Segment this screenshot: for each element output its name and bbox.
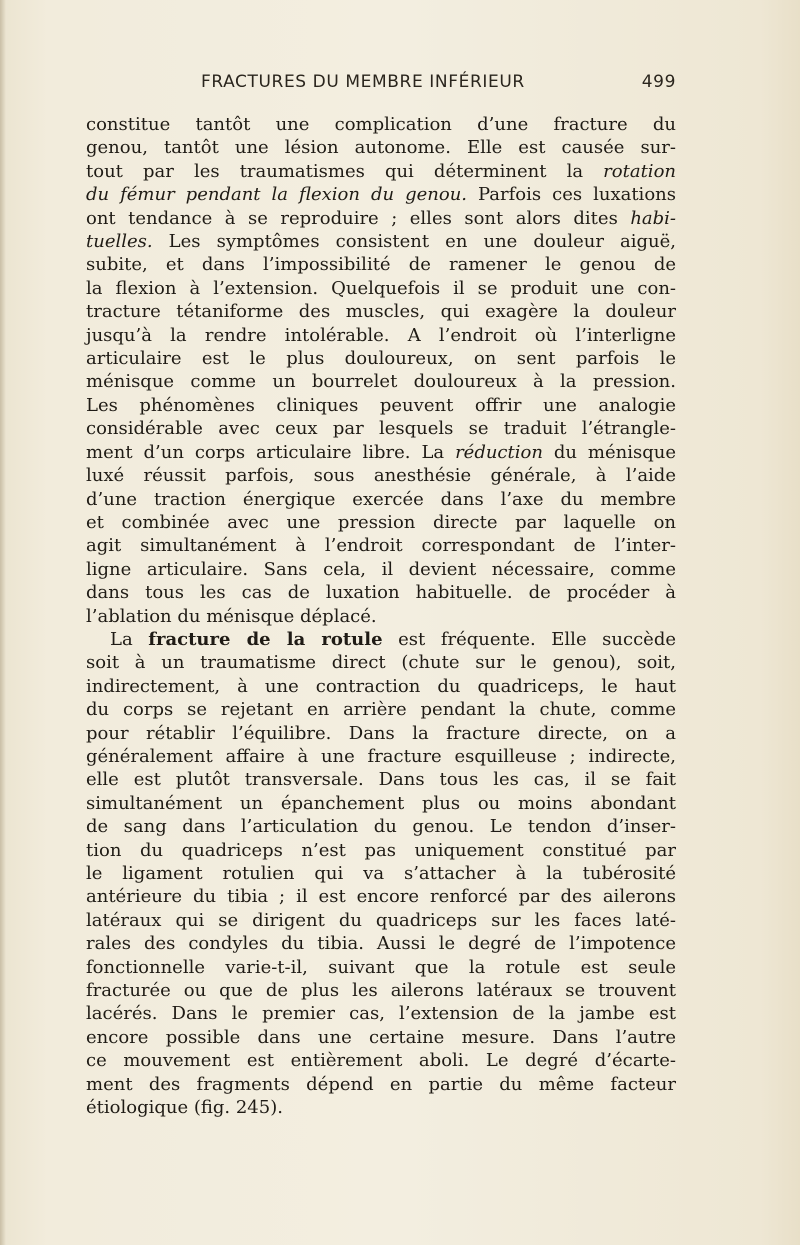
text-segment: ligne articulaire. Sans cela, il devient nécessaire, comme xyxy=(86,558,676,580)
text-line xyxy=(86,324,676,347)
text-line xyxy=(86,768,676,791)
text-line xyxy=(86,605,676,628)
text-segment: fracturée ou que de plus les ailerons latéraux se trouvent xyxy=(86,980,676,1002)
text-segment: rales des condyles du tibia. Aussi le degré de l’impotence xyxy=(86,933,676,955)
page-header xyxy=(86,72,676,92)
italic-text: habi- xyxy=(630,207,676,229)
text-line xyxy=(86,230,676,253)
text-segment: l’ablation du ménisque déplacé. xyxy=(86,605,377,627)
text-line xyxy=(86,628,676,651)
text-line xyxy=(86,534,676,557)
text-line xyxy=(86,300,676,323)
text-segment: étiologique (fig. 245). xyxy=(86,1097,283,1119)
text-line xyxy=(86,932,676,955)
text-segment: constitue tantôt une complication d’une fracture du xyxy=(86,114,676,135)
text-segment: simultanément un épanchement plus ou moins abondant xyxy=(86,792,676,814)
text-line xyxy=(86,1096,676,1119)
text-line xyxy=(86,909,676,932)
text-line xyxy=(86,113,676,136)
text-segment: latéraux qui se dirigent du quadriceps sur les faces laté- xyxy=(86,909,676,931)
text-segment: tracture tétaniforme des muscles, qui exagère la douleur xyxy=(86,301,676,323)
text-line xyxy=(86,979,676,1002)
text-line xyxy=(86,651,676,674)
text-line xyxy=(86,347,676,370)
body-text xyxy=(86,113,676,1119)
text-segment: ce mouvement est entièrement aboli. Le degré d’écarte- xyxy=(86,1050,676,1072)
text-segment: et combinée avec une pression directe par laquelle on xyxy=(86,511,676,533)
text-segment: Les phénomènes cliniques peuvent offrir une analogie xyxy=(86,394,676,416)
page-spine-shadow xyxy=(0,0,6,1245)
text-line xyxy=(86,464,676,487)
text-line xyxy=(86,698,676,721)
text-line xyxy=(86,394,676,417)
text-line xyxy=(86,1049,676,1072)
text-segment: du ménisque xyxy=(542,441,676,463)
text-line xyxy=(86,136,676,159)
text-segment: Parfois ces luxations xyxy=(467,184,676,206)
text-line xyxy=(86,1026,676,1049)
text-segment: indirectement, à une contraction du quadriceps, le haut xyxy=(86,675,676,697)
text-segment: généralement affaire à une fracture esquilleuse ; indirecte, xyxy=(86,745,676,767)
text-line xyxy=(86,370,676,393)
text-line xyxy=(86,511,676,534)
text-segment: du corps se rejetant en arrière pendant la chute, comme xyxy=(86,699,676,721)
text-line xyxy=(86,1073,676,1096)
text-segment: la flexion à l’extension. Quelquefois il se produit une con- xyxy=(86,277,676,299)
text-segment: ment d’un corps articulaire libre. La xyxy=(86,441,456,463)
text-line xyxy=(86,745,676,768)
text-segment: ménisque comme un bourrelet douloureux à la pression. xyxy=(86,371,676,393)
text-segment: tout par les traumatismes qui déterminent la xyxy=(86,160,604,182)
text-line xyxy=(86,253,676,276)
text-segment: de sang dans l’articulation du genou. Le tendon d’inser- xyxy=(86,816,676,838)
text-segment: antérieure du tibia ; il est encore renforcé par des ailerons xyxy=(86,886,676,908)
text-line xyxy=(86,558,676,581)
text-segment: encore possible dans une certaine mesure. Dans l’autre xyxy=(86,1026,676,1048)
text-segment: fonctionnelle varie-t-il, suivant que la rotule est seule xyxy=(86,956,676,978)
text-segment: jusqu’à la rendre intolérable. A l’endroit où l’interligne xyxy=(86,324,676,346)
text-segment: tion du quadriceps n’est pas uniquement constitué par xyxy=(86,839,676,861)
text-line xyxy=(86,839,676,862)
text-line xyxy=(86,207,676,230)
text-segment: considérable avec ceux par lesquels se traduit l’étrangle- xyxy=(86,418,676,440)
text-segment: Les symptômes consistent en une douleur aiguë, xyxy=(152,231,676,253)
text-segment: La xyxy=(110,628,149,650)
text-line xyxy=(86,183,676,206)
text-segment: ment des fragments dépend en partie du même facteur xyxy=(86,1073,676,1095)
text-segment: agit simultanément à l’endroit correspondant de l’inter- xyxy=(86,535,676,557)
text-segment: subite, et dans l’impossibilité de ramener le genou de xyxy=(86,254,676,276)
text-segment: d’une traction énergique exercée dans l’axe du membre xyxy=(86,488,676,510)
text-line xyxy=(86,815,676,838)
text-segment: est fréquente. Elle succède xyxy=(382,628,676,650)
text-line xyxy=(86,885,676,908)
text-line xyxy=(86,488,676,511)
text-segment: dans tous les cas de luxation habituelle. de procéder à xyxy=(86,582,676,604)
text-segment: elle est plutôt transversale. Dans tous les cas, il se fait xyxy=(86,769,676,791)
text-line xyxy=(86,675,676,698)
page-number: 499 xyxy=(641,72,676,92)
text-line xyxy=(86,417,676,440)
text-line xyxy=(86,581,676,604)
italic-text: réduction xyxy=(455,441,543,463)
text-segment: soit à un traumatisme direct (chute sur le genou), soit, xyxy=(86,652,676,674)
text-segment: lacérés. Dans le premier cas, l’extension de la jambe est xyxy=(86,1003,676,1025)
text-segment: le ligament rotulien qui va s’attacher à la tubérosité xyxy=(86,863,676,884)
text-segment: genou, tantôt une lésion autonome. Elle est causée sur- xyxy=(86,137,676,159)
text-line xyxy=(86,277,676,300)
text-segment: ont tendance à se reproduire ; elles sont alors dites xyxy=(86,207,631,229)
text-line xyxy=(86,1002,676,1025)
bold-text: fracture de la rotule xyxy=(148,628,383,650)
running-title: FRACTURES DU MEMBRE INFÉRIEUR xyxy=(201,72,525,92)
italic-text: tuelles. xyxy=(86,231,153,253)
italic-text: rotation xyxy=(603,160,676,182)
text-line xyxy=(86,792,676,815)
text-segment: pour rétablir l’équilibre. Dans la fracture directe, on a xyxy=(86,722,676,744)
text-line xyxy=(86,441,676,464)
text-line xyxy=(86,160,676,183)
text-line xyxy=(86,956,676,979)
text-segment: luxé réussit parfois, sous anesthésie générale, à l’aide xyxy=(86,465,676,487)
text-segment: articulaire est le plus douloureux, on sent parfois le xyxy=(86,348,676,370)
italic-text: du fémur pendant la flexion du genou. xyxy=(86,184,468,206)
text-line xyxy=(86,722,676,745)
text-line xyxy=(86,862,676,885)
